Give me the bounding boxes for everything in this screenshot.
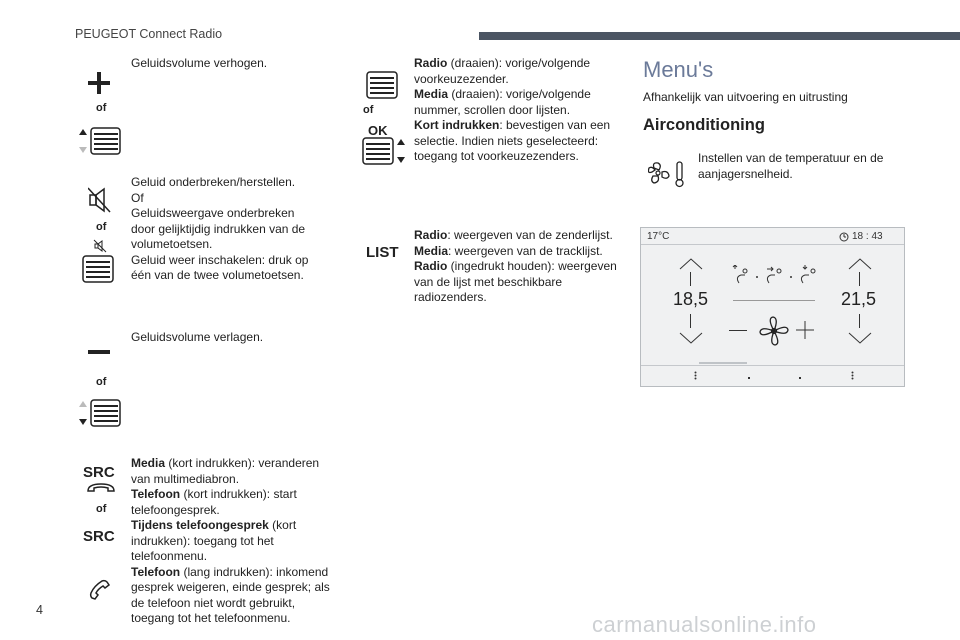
ok-label: OK (368, 123, 388, 138)
volume-down-text: Geluidsvolume verlagen. (131, 330, 264, 344)
mute-icon (88, 186, 112, 214)
screen-time: 18 : 43 (852, 231, 883, 242)
right-temp-up-button[interactable] (848, 258, 872, 270)
tab-dot[interactable] (799, 377, 801, 379)
or-label: of (96, 376, 107, 388)
active-tab-indicator (699, 362, 747, 364)
volume-wheel-icon (82, 255, 115, 283)
phone-icon (88, 578, 112, 602)
src-text: Media (kort indrukken): veranderen van multimediabron. Telefoon (kort indrukken): start telefoongesprek. Tijdens telefoongesprek (kort indrukken): toegang tot het telefoonmenu. Telefoon (lang indrukken): inkomend gesprek weigeren, einde gesprek; als de telefoon niet wordt gebruikt, toegang tot het telefoonmenu. (131, 456, 330, 625)
right-temp: 21,5 (841, 289, 877, 309)
left-temp-down-button[interactable] (679, 332, 703, 344)
src-label: SRC (83, 528, 115, 545)
options-dots-icon[interactable] (851, 371, 854, 380)
screen-divider (641, 244, 904, 245)
air-slider[interactable] (733, 300, 815, 301)
page-number: 4 (36, 603, 43, 617)
phone-hangup-icon (86, 482, 116, 494)
fan-decrease-button[interactable] (729, 330, 747, 331)
mute-small-icon (93, 239, 107, 253)
menu-dots-icon[interactable] (694, 371, 697, 380)
left-temp-bar (690, 314, 691, 328)
menus-subtitle: Afhankelijk van uitvoering en uitrusting (643, 90, 848, 104)
right-temp-bar (859, 314, 860, 328)
clock-icon (839, 232, 849, 242)
tab-dot[interactable] (748, 377, 750, 379)
menus-title: Menu's (643, 57, 714, 82)
wheel-text: Radio (draaien): vorige/volgende voorkeuzezender. Media (draaien): vorige/volgende nummer, scrollen door lijsten. Kort indrukken: bevestigen van een selectie. Indien niets geselecteerd: toegang tot voorkeuzezenders. (414, 56, 611, 163)
aircon-icon (648, 160, 686, 188)
volume-up-text: Geluidsvolume verhogen. (131, 56, 268, 70)
src-label: SRC (83, 464, 115, 481)
air-distribution-icons[interactable] (731, 265, 823, 287)
right-temp-bar (859, 272, 860, 286)
watermark: carmanualsonline.info (592, 612, 817, 637)
left-temp-up-button[interactable] (679, 258, 703, 270)
volume-wheel-down-icon (78, 399, 123, 427)
list-text: Radio: weergeven van de zenderlijst. Media: weergeven van de tracklijst. Radio (ingedrukt houden): weergeven van de lijst met beschikbare radiozenders. (414, 228, 617, 304)
left-temp: 18,5 (673, 289, 709, 309)
aircon-title: Airconditioning (643, 116, 765, 134)
or-label: of (96, 102, 107, 114)
minus-icon (88, 350, 110, 356)
or-label: of (96, 503, 107, 515)
header-title: PEUGEOT Connect Radio (75, 27, 223, 41)
or-label: of (363, 104, 374, 116)
header-bar (479, 32, 960, 40)
climate-screen (640, 227, 905, 387)
right-temp-down-button[interactable] (848, 332, 872, 344)
volume-wheel-up-icon (78, 127, 123, 155)
or-label: of (96, 221, 107, 233)
list-label: LIST (366, 244, 399, 261)
aircon-text: Instellen van de temperatuur en de aanjagersnelheid. (698, 151, 884, 181)
fan-increase-button[interactable] (796, 321, 814, 339)
mute-text: Geluid onderbreken/herstellen. Of Geluidsweergave onderbreken door gelijktijdig indrukken van de volumetoetsen. Geluid weer inschakelen: druk op één van de twee volumetoetsen. (131, 175, 309, 282)
ok-wheel-icon (362, 137, 407, 165)
scroll-wheel-icon (366, 71, 399, 99)
left-temp-bar (690, 272, 691, 286)
bottom-divider (641, 365, 904, 366)
plus-icon (88, 72, 110, 94)
outside-temp: 17°C (647, 231, 670, 242)
fan-icon (759, 316, 789, 346)
